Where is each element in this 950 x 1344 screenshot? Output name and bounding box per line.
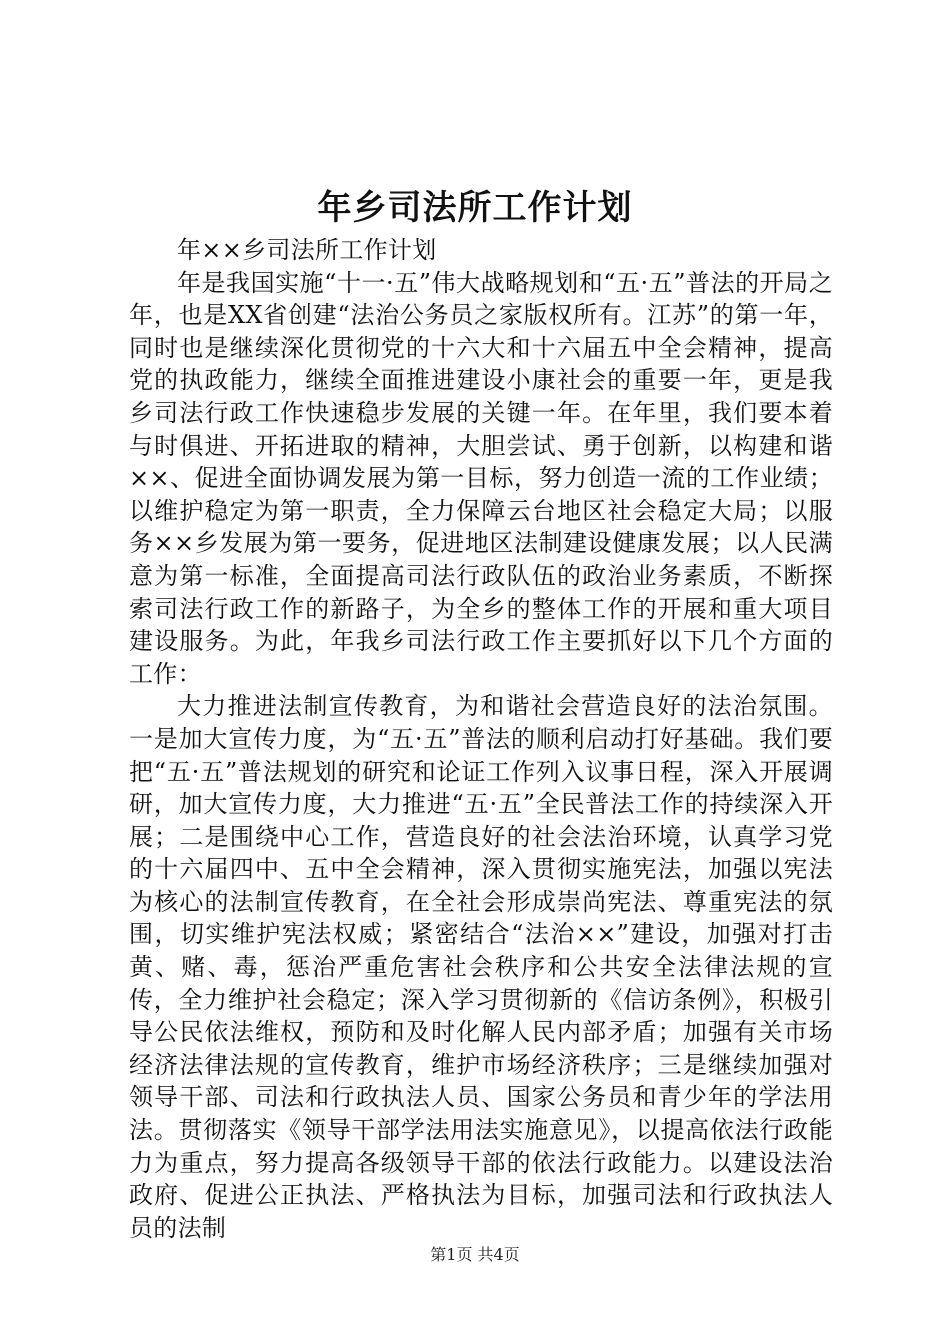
document-body (129, 234, 833, 1244)
paragraph-subtitle: 年××乡司法所工作计划 (177, 236, 437, 264)
paragraph-legal-education: 大力推进法制宣传教育，为和谐社会营造良好的法治氛围。一是加大宣传力度，为“五·五”普法的顺利启动打好基础。我们要把“五·五”普法规划的研究和论证工作列入议事日程，深入开展调研，加大宣传力度，大力推进“五·五”全民普法工作的持续深入开展；二是围绕中心工作，营造良好的社会法治环境，认真学习党的十六届四中、五中全会精神，深入贯彻实施宪法，加强以宪法为核心的法制宣传教育，在全社会形成崇尚宪法、尊重宪法的氛围，切实维护宪法权威；紧密结合“法治××”建设，加强对打击黄、赌、毒，惩治严重危害社会秩序和公共安全法律法规的宣传，全力维护社会稳定；深入学习贯彻新的《信访条例》，积极引导公民依法维权，预防和及时化解人民内部矛盾；加强有关市场经济法律法规的宣传教育，维护市场经济秩序；三是继续加强对领导干部、司法和行政执法人员、国家公务员和青少年的学法用法。贯彻落实《领导干部学法用法实施意见》，以提高依法行政能力为重点，努力提高各级领导干部的依法行政能力。以建设法治政府、促进公正执法、严格执法为目标，加强司法和行政执法人员的法制 (129, 692, 833, 1242)
paragraph-intro: 年是我国实施“十一·五”伟大战略规划和“五·五”普法的开局之年，也是XX省创建“法治公务员之家版权所有。江苏”的第一年，同时也是继续深化贯彻党的十六大和十六届五中全会精神，提高党的执政能力，继续全面推进建设小康社会的重要一年，更是我乡司法行政工作快速稳步发展的关键一年。在年里，我们要本着与时俱进、开拓进取的精神，大胆尝试、勇于创新，以构建和谐××、促进全面协调发展为第一目标，努力创造一流的工作业绩；以维护稳定为第一职责，全力保障云台地区社会稳定大局；以服务××乡发展为第一要务，促进地区法制建设健康发展；以人民满意为第一标准，全面提高司法行政队伍的政治业务素质，不断探索司法行政工作的新路子，为全乡的整体工作的开展和重大项目建设服务。为此，年我乡司法行政工作主要抓好以下几个方面的工作： (129, 268, 833, 688)
page-footer: 第1页 共4页 (430, 1245, 520, 1264)
document-title: 年乡司法所工作计划 (317, 188, 633, 228)
